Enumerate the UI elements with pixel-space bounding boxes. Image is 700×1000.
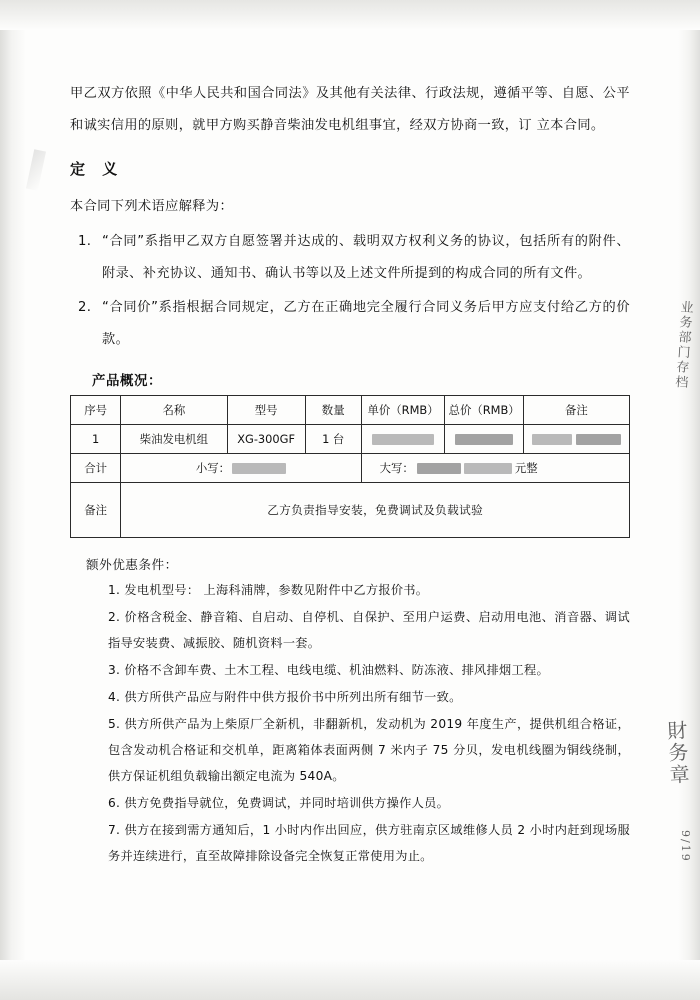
col-qty: 数量 [305,396,361,425]
list-item: 6. 供方免费指导就位，免费调试，并同时培训供方操作人员。 [108,796,450,810]
cell-index: 1 [71,425,121,454]
cell-unit-price-redacted [361,425,445,454]
table-note-row [71,483,630,538]
list-item: 1. “合同”系指甲乙双方自愿签署并达成的、载明双方权利义务的协议，包括所有的附件、附录、补充协议、通知书、确认书等以及上述文件所提到的构成合同的所有文件。 [96,226,630,290]
col-total-price: 总价（RMB） [445,396,523,425]
summary-lower-amount [121,454,361,483]
definitions-lead: 本合同下列术语应解释为： [70,199,234,214]
cell-model: XG-300GF [227,425,305,454]
col-remark: 备注 [523,396,629,425]
table-summary-row [71,454,630,483]
list-item: 7. 供方在接到需方通知后，1 小时内作出回应，供方驻南京区域维修人员 2 小时内赶到现场服务并连续进行，直至故障排除设备完全恢复正常使用为止。 [108,823,630,863]
page-edge-shadow-bottom [0,960,700,1000]
section-title-definitions: 定 义 [70,160,124,178]
margin-handwriting-top: 业务部门存档 [671,299,694,391]
table-header-row [71,396,630,425]
page-edge-shadow-top [0,0,700,30]
page-crease [26,149,46,191]
cell-total-price-redacted [445,425,523,454]
definitions-list [70,226,630,356]
cell-remark-redacted [523,425,629,454]
list-item: 4. 供方所供产品应与附件中供方报价书中所列出所有细节一致。 [108,690,462,704]
col-model: 型号 [227,396,305,425]
list-item: 5. 供方所供产品为上柴原厂全新机，非翻新机，发动机为 2019 年度生产，提供机组合格证，包含发动机合格证和交机单，距离箱体表面两侧 7 米内子 75 分贝，发电机线圈为铜线绕制，供方保证机组负载输出额定电流为 540A。 [108,717,630,783]
document-body [70,78,630,870]
redaction-bar [364,434,443,445]
list-item: 2. “合同价”系指根据合同规定，乙方在正确地完全履行合同义务后甲方应支付给乙方的价款。 [96,292,630,356]
cell-name: 柴油发电机组 [121,425,227,454]
product-table [70,395,630,538]
list-item: 2. 价格含税金、静音箱、自启动、自停机、自保护、至用户运费、启动用电池、消音器、调试指导安装费、减振胶、随机资料一套。 [108,610,630,650]
summary-lower-label: 小写： [195,461,231,475]
redaction-bar [526,434,627,445]
summary-upper-suffix: 元整 [514,461,538,475]
list-item: 3. 价格不含卸车费、土木工程、电线电缆、机油燃料、防冻液、排风排烟工程。 [108,663,549,677]
note-label: 备注 [71,483,121,538]
col-unit-price: 单价（RMB） [361,396,445,425]
extra-terms-list [70,577,630,869]
note-text: 乙方负责指导安装，免费调试及负载试验 [121,483,630,538]
intro-paragraph: 甲乙双方依照《中华人民共和国合同法》及其他有关法律、行政法规，遵循平等、自愿、公平和诚实信用的原则，就甲方购买静音柴油发电机组事宜，经双方协商一致，订 立本合同。 [70,86,630,133]
col-name: 名称 [121,396,227,425]
summary-upper-label: 大写： [379,461,414,475]
summary-upper-amount [361,454,629,483]
table-row [71,425,630,454]
page-edge-shadow-left [0,0,26,1000]
cell-qty: 1 台 [305,425,361,454]
redaction-bar [447,434,520,445]
product-overview-title: 产品概况： [92,374,162,389]
extra-term-1: 1. 发电机型号： 上海科浦牌，参数见附件中乙方报价书。 [108,583,429,597]
col-index: 序号 [71,396,121,425]
summary-label: 合计 [71,454,121,483]
extra-terms-title: 额外优惠条件： [86,557,178,572]
margin-handwriting-bottom: 9/19 [679,830,692,863]
list-item [108,577,630,603]
margin-handwriting-middle: 財务章 [663,719,691,787]
